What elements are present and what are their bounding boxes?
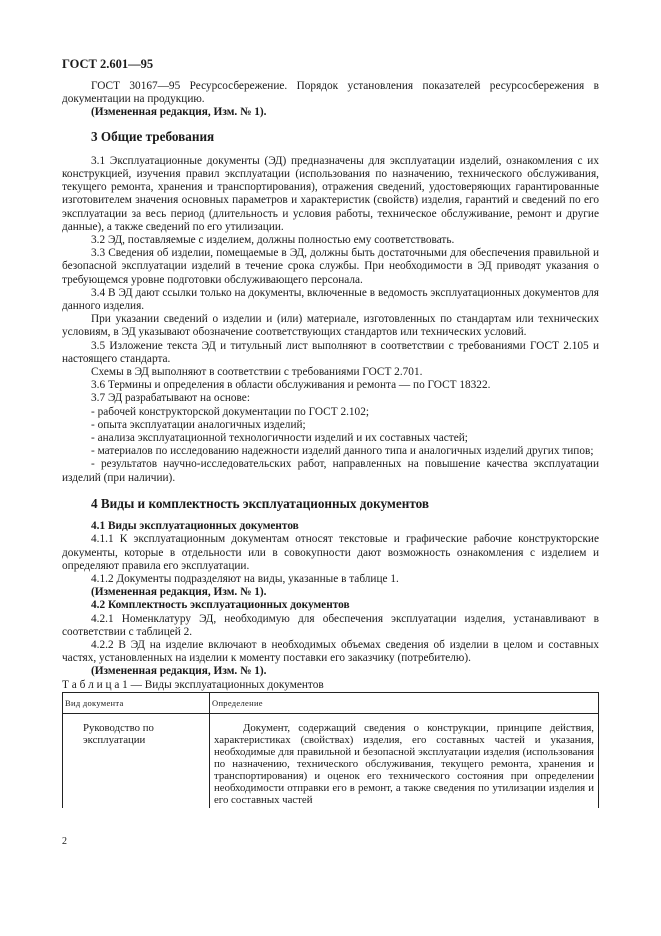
list-item: - рабочей конструкторской документации по ГОСТ 2.102; — [91, 405, 369, 418]
paragraph-3-3: 3.3 Сведения об изделии, помещаемые в ЭД, должны быть достаточными для обеспечения правильной и безопасной эксплуатации изделий в течение срока службы. При необходимости в ЭД приводят указания о требующемся уровне подготовки обслуживающего персонала. — [62, 247, 599, 286]
list-item: - опыта эксплуатации аналогичных изделий; — [91, 418, 306, 431]
table-caption: Т а б л и ц а 1 — Виды эксплуатационных документов — [62, 678, 324, 691]
paragraph-3-1: 3.1 Эксплуатационные документы (ЭД) предназначены для эксплуатации изделий, ознакомления с их конструкцией, изучения правил эксплуатации (использования по назначению, технического обслуживания, текущего ремонта, хранения и транспортирования), отражения сведений, удостоверяющих гарантированные изготовителем значения основных параметров и характеристик (свойств) изделия, гарантий и сведений по его эксплуатации за весь период (длительность и условия работы, техническое обслуживание, ремонт и другие данные), а также сведений по его утилизации. — [62, 154, 599, 233]
document-types-table — [62, 692, 599, 809]
subsection-4-2-title: 4.2 Комплектность эксплуатационных документов — [91, 599, 350, 612]
edition-note: (Измененная редакция, Изм. № 1). — [91, 586, 267, 599]
table-header-row — [63, 692, 599, 713]
paragraph-3-5: 3.5 Изложение текста ЭД и титульный лист выполняют в соответствии с требованиями ГОСТ 2.105 и настоящего стандарта. — [62, 339, 599, 365]
paragraph-3-4-note: При указании сведений о изделии и (или) материале, изготовленных по стандартам или технических условиям, в ЭД указывают обозначение соответствующих стандартов или технических условий. — [62, 313, 599, 339]
list-item: - анализа эксплуатационной технологичности изделий и их составных частей; — [91, 432, 468, 445]
document-header: ГОСТ 2.601—95 — [62, 57, 154, 71]
paragraph-4-1-1: 4.1.1 К эксплуатационным документам относят текстовые и графические рабочие конструкторские документы, которые в отдельности или в совокупности дают возможность ознакомления с изделием и определяют правила его эксплуатации. — [62, 533, 599, 572]
table-row — [63, 718, 599, 809]
subsection-4-1-title: 4.1 Виды эксплуатационных документов — [91, 520, 299, 533]
paragraph-3-7: 3.7 ЭД разрабатывают на основе: — [91, 392, 250, 405]
intro-reference: ГОСТ 30167—95 Ресурсосбережение. Порядок установления показателей ресурсосбережения в документации на продукцию. — [62, 80, 599, 106]
list-item: - результатов научно-исследовательских работ, направленных на повышение качества эксплуатации изделий (при наличии). — [62, 458, 599, 484]
document-body — [62, 80, 599, 808]
cell-document-definition: Документ, содержащий сведения о конструкции, принципе действия, характеристиках (свойствах) изделия, его составных частей и указания, необходимые для правильной и безопасной эксплуатации изделия (использования по назначению, технического обслуживания, текущего ремонта, хранения и транспортирования) и оценок его технического состояния при определении необходимости отправки его в ремонт, а также сведения по утилизации изделия и его составных частей — [210, 718, 599, 809]
paragraph-3-5-schemes: Схемы в ЭД выполняют в соответствии с требованиями ГОСТ 2.701. — [91, 366, 423, 379]
paragraph-4-2-2: 4.2.2 В ЭД на изделие включают в необходимых объемах сведения об изделии в целом и составных частях, установленных на изделии к моменту поставки его заказчику (потребителю). — [62, 638, 599, 665]
paragraph-3-6: 3.6 Термины и определения в области обслуживания и ремонта — по ГОСТ 18322. — [91, 379, 491, 392]
edition-note: (Измененная редакция, Изм. № 1). — [91, 106, 267, 119]
column-header-kind: Вид документа — [63, 692, 210, 713]
paragraph-3-4: 3.4 В ЭД дают ссылки только на документы, включенные в ведомость эксплуатационных документов для данного изделия. — [62, 286, 599, 313]
cell-document-kind: Руководство по эксплуатации — [63, 718, 210, 809]
edition-note: (Измененная редакция, Изм. № 1). — [91, 665, 267, 678]
list-item: - материалов по исследованию надежности изделий данного типа и аналогичных изделий других типов; — [91, 445, 594, 458]
column-header-definition: Определение — [210, 692, 599, 713]
paragraph-3-2: 3.2 ЭД, поставляемые с изделием, должны полностью ему соответствовать. — [91, 234, 455, 247]
section-3-title: 3 Общие требования — [91, 128, 215, 144]
page-number: 2 — [62, 836, 67, 847]
paragraph-4-2-1: 4.2.1 Номенклатуру ЭД, необходимую для обеспечения эксплуатации изделия, устанавливают в соответствии с таблицей 2. — [62, 612, 599, 638]
paragraph-4-1-2: 4.1.2 Документы подразделяют на виды, указанные в таблице 1. — [91, 572, 399, 585]
section-4-title: 4 Виды и комплектность эксплуатационных документов — [91, 495, 430, 511]
